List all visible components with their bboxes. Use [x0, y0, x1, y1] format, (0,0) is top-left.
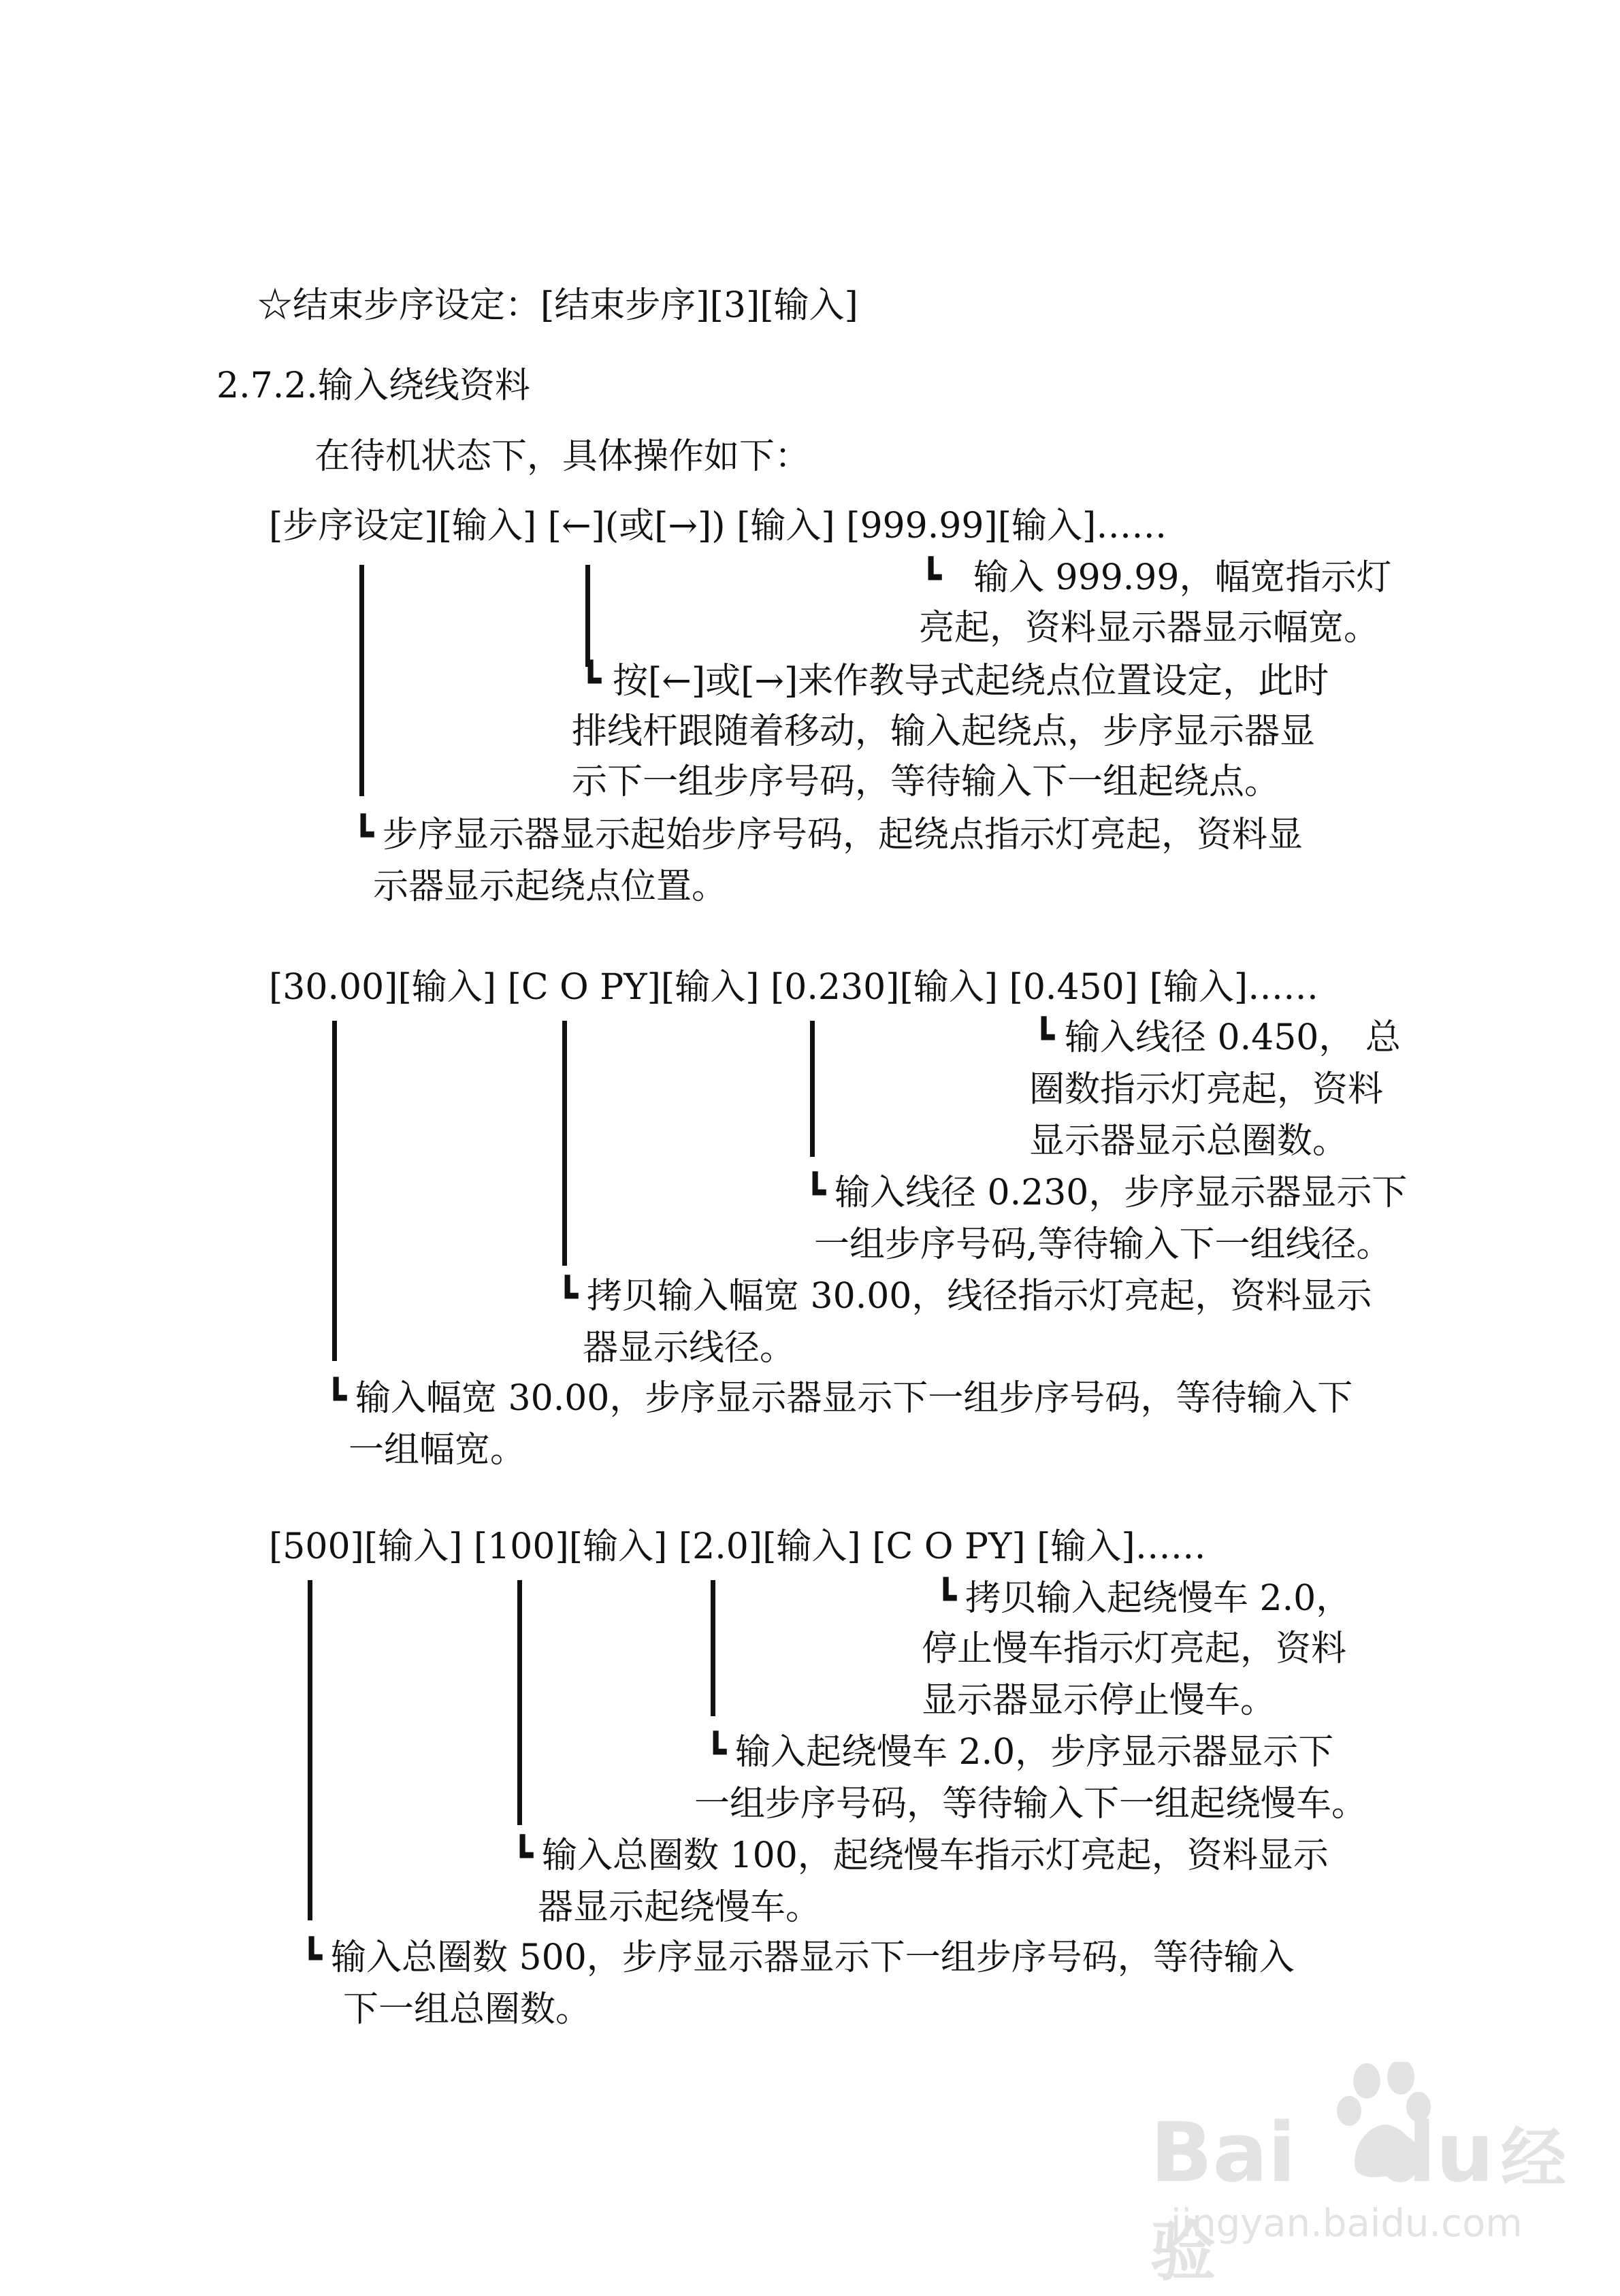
block1-note-c-line2: 示器显示起绕点位置。: [373, 866, 728, 907]
block2-bracket-line-1: [332, 1021, 337, 1361]
block2-corner-a: ┗: [1033, 1017, 1055, 1058]
block3-bracket-line-2: [517, 1580, 522, 1825]
block3-bracket-line-1: [308, 1580, 312, 1920]
block2-note-b-line1: 输入线径 0.230，步序显示器显示下: [835, 1172, 1408, 1213]
watermark-jingyan-text: 经验: [1150, 2120, 1566, 2290]
block2-note-c-line2: 器显示线径。: [583, 1328, 796, 1368]
watermark-url: jingyan.baidu.com: [1171, 2201, 1523, 2246]
baidu-jingyan-watermark: [1150, 2062, 1593, 2290]
block2-note-b-line2: 一组步序号码,等待输入下一组线径。: [814, 1224, 1392, 1265]
block2-corner-b: ┗: [805, 1172, 826, 1213]
intro-line: 在待机状态下，具体操作如下：: [314, 436, 811, 477]
block1-note-a-line1: 输入 999.99，幅宽指示灯: [973, 557, 1392, 598]
block3-note-a-line1: 拷贝输入起绕慢车 2.0，: [965, 1578, 1352, 1619]
block3-note-b-line2: 一组步序号码，等待输入下一组起绕慢车。: [694, 1784, 1367, 1824]
block2-note-a-line1: 输入线径 0.450， 总: [1065, 1017, 1401, 1058]
block2-corner-d: ┗: [325, 1378, 347, 1419]
block3-corner-a: ┗: [935, 1578, 957, 1619]
block2-note-d-line2: 一组幅宽。: [349, 1430, 526, 1471]
block3-note-a-line3: 显示器显示停止慢车。: [922, 1680, 1276, 1721]
block1-corner-b: ┗: [580, 661, 602, 702]
watermark-du-text: du: [1377, 2106, 1494, 2201]
block1-note-b-line3: 示下一组步序号码，等待输入下一组起绕点。: [572, 761, 1280, 802]
block3-note-a-line2: 停止慢车指示灯亮起，资料: [922, 1628, 1347, 1669]
block1-bracket-line-2: [585, 565, 590, 667]
block1-command: [步序设定][输入] [←](或[→]) [输入] [999.99][输入]……: [269, 506, 1167, 546]
block2-bracket-line-2: [562, 1021, 567, 1266]
block1-note-c-line1: 步序显示器显示起始步序号码，起绕点指示灯亮起，资料显: [383, 815, 1303, 855]
block1-bracket-line-1: [359, 565, 364, 796]
end-step-setting-line: ☆结束步序设定：[结束步序][3][输入]: [257, 285, 858, 326]
block2-bracket-line-3: [810, 1021, 815, 1157]
block1-note-b-line1: 按[←]或[→]来作教导式起绕点位置设定，此时: [613, 661, 1329, 702]
block2-note-c-line1: 拷贝输入幅宽 30.00，线径指示灯亮起，资料显示: [587, 1276, 1372, 1317]
block3-note-c-line2: 器显示起绕慢车。: [538, 1887, 822, 1928]
block3-note-b-line1: 输入起绕慢车 2.0，步序显示器显示下: [735, 1732, 1334, 1773]
block3-note-d-line2: 下一组总圈数。: [343, 1989, 592, 2030]
block3-corner-b: ┗: [705, 1732, 727, 1773]
block3-note-d-line1: 输入总圈数 500，步序显示器显示下一组步序号码，等待输入: [331, 1937, 1295, 1978]
block2-command: [30.00][输入] [C O PY][输入] [0.230][输入] [0.450] [输入]……: [269, 967, 1319, 1008]
block1-corner-c: ┗: [353, 815, 374, 855]
block2-note-a-line3: 显示器显示总圈数。: [1029, 1121, 1348, 1162]
section-heading: 2.7.2.输入绕线资料: [216, 365, 530, 406]
block1-corner-a: ┗: [920, 557, 942, 598]
block2-corner-c: ┗: [557, 1276, 579, 1317]
block3-corner-d: ┗: [301, 1937, 323, 1978]
block3-corner-c: ┗: [512, 1835, 534, 1876]
block2-note-d-line1: 输入幅宽 30.00，步序显示器显示下一组步序号码，等待输入下: [355, 1378, 1353, 1419]
block3-note-c-line1: 输入总圈数 100，起绕慢车指示灯亮起，资料显示: [542, 1835, 1329, 1876]
block2-note-a-line2: 圈数指示灯亮起，资料: [1029, 1069, 1384, 1110]
block1-note-b-line2: 排线杆跟随着移动，输入起绕点，步序显示器显: [572, 711, 1316, 752]
watermark-bai-text: Bai: [1150, 2106, 1296, 2201]
block3-command: [500][输入] [100][输入] [2.0][输入] [C O PY] [输入]……: [269, 1526, 1206, 1567]
block1-note-a-line2: 亮起，资料显示器显示幅宽。: [919, 608, 1380, 649]
block3-bracket-line-3: [711, 1580, 715, 1716]
